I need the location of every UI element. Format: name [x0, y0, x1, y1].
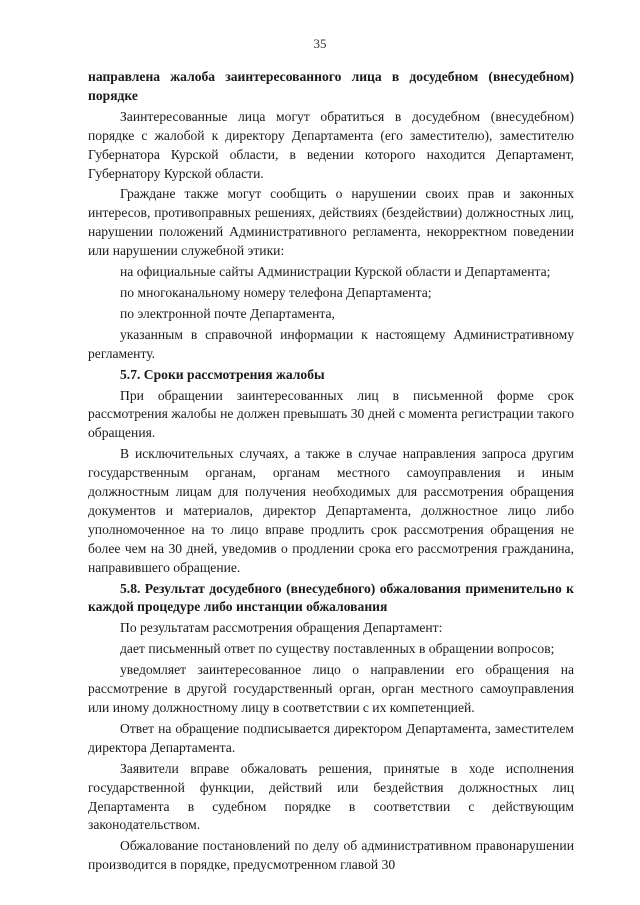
paragraph: Заявители вправе обжаловать решения, принятые в ходе исполнения государственной функции, действий или бездействия должностных лиц Департамента в судебном порядке в соответствии с действующим законодательством.	[88, 760, 574, 833]
section-heading: 5.8. Результат досудебного (внесудебного) обжалования применительно к каждой процедуре либо инстанции обжалования	[88, 580, 574, 615]
paragraph: по электронной почте Департамента,	[120, 305, 335, 321]
page-number: 35	[313, 36, 327, 51]
paragraph: Обжалование постановлений по делу об административном правонарушении производится в порядке, предусмотренном главой 30	[88, 838, 574, 873]
paragraph: Граждане также могут сообщить о нарушении своих прав и законных интересов, противоправных решениях, действиях (бездействии) должностных лиц, нарушении положений Административного регламента, некорректном поведении или нарушении служебной этики:	[88, 186, 574, 259]
section-heading: направлена жалоба заинтересованного лица в досудебном (внесудебном) порядке	[88, 69, 574, 103]
paragraph: на официальные сайты Администрации Курской области и Департамента;	[120, 264, 551, 280]
paragraph: уведомляет заинтересованное лицо о направлении его обращения на рассмотрение в другой государственный орган, орган местного самоуправления или иному должностному лицу в соответствии с их компетенцией.	[88, 662, 574, 715]
paragraph: В исключительных случаях, а также в случае направления запроса другим государственным органам, органам местного самоуправления и иным должностным лицам для получения необходимых для рассмотрения обращения документов и материалов, директор Департамента, должностное лицо либо уполномоченное на то лицо вправе продлить срок рассмотрения обращения не более чем на 30 дней, уведомив о продлении срока его рассмотрения гражданина, направившего обращение.	[88, 446, 574, 575]
paragraph: по многоканальному номеру телефона Департамента;	[120, 284, 432, 300]
paragraph: дает письменный ответ по существу поставленных в обращении вопросов;	[120, 641, 555, 657]
paragraph: Ответ на обращение подписывается директором Департамента, заместителем директора Департамента.	[88, 720, 574, 755]
paragraph: Заинтересованные лица могут обратиться в досудебном (внесудебном) порядке с жалобой к директору Департамента (его заместителю), заместителю Губернатора Курской области, в ведении которого находится Департамент, Губернатору Курской области.	[88, 108, 574, 181]
paragraph: При обращении заинтересованных лиц в письменной форме срок рассмотрения жалобы не должен превышать 30 дней с момента регистрации такого обращения.	[88, 387, 574, 441]
paragraph: указанным в справочной информации к настоящему Административному регламенту.	[88, 326, 574, 361]
section-heading: 5.7. Сроки рассмотрения жалобы	[120, 366, 325, 382]
document-body	[88, 68, 574, 877]
paragraph: По результатам рассмотрения обращения Департамент:	[120, 620, 443, 636]
